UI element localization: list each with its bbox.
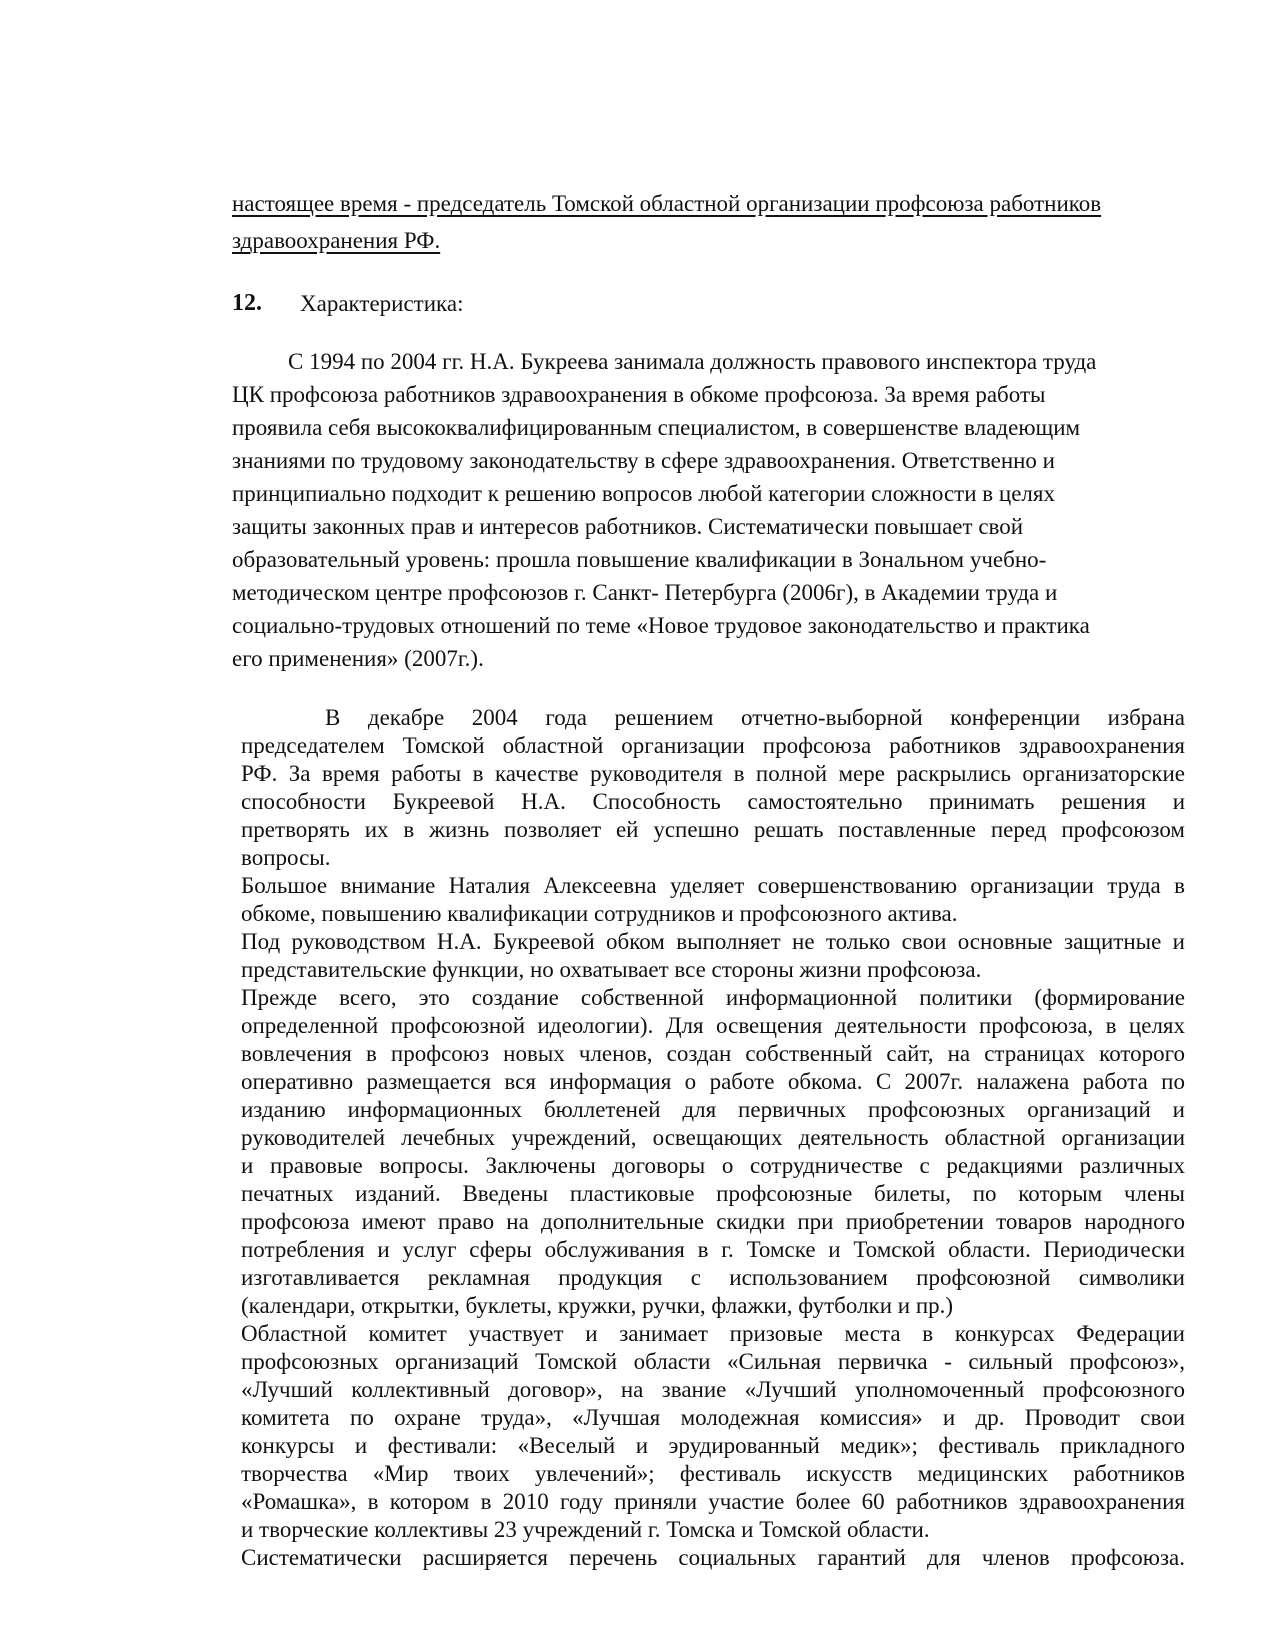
text-line: профсоюзных организаций Томской области «Сильная первичка - сильный профсоюз», [241,1349,1185,1374]
section-title: Характеристика: [300,291,464,316]
text-line: обкоме, повышению квалификации сотрудников и профсоюзного актива. [241,901,958,926]
text-line: профсоюза имеют право на дополнительные скидки при приобретении товаров народного [241,1209,1185,1234]
text-line: председателем Томской областной организации профсоюза работников здравоохранения [241,733,1185,758]
text-line: потребления и услуг сферы обслуживания в г. Томске и Томской области. Периодически [241,1237,1185,1262]
text-line: (календари, открытки, буклеты, кружки, ручки, флажки, футболки и пр.) [241,1293,954,1318]
text-line: социально-трудовых отношений по теме «Новое трудовое законодательство и практика [232,613,1090,638]
text-line: «Ромашка», в котором в 2010 году приняли участие более 60 работников здравоохранения [241,1489,1185,1514]
text-line: образовательный уровень: прошла повышение квалификации в Зональном учебно- [232,547,1047,572]
text-line: РФ. За время работы в качестве руководителя в полной мере раскрылись организаторские [241,761,1185,786]
text-line: определенной профсоюзной идеологии). Для освещения деятельности профсоюза, в целях [241,1013,1185,1038]
text-line: проявила себя высококвалифицированным специалистом, в совершенстве владеющим [232,415,1081,440]
text-line: конкурсы и фестивали: «Веселый и эрудированный медик»; фестиваль прикладного [241,1433,1185,1458]
text-line: методическом центре профсоюзов г. Санкт- Петербурга (2006г), в Академии труда и [232,580,1058,605]
text-line: вовлечения в профсоюз новых членов, создан собственный сайт, на страницах которого [241,1041,1185,1066]
text-line: и творческие коллективы 23 учреждений г. Томска и Томской области. [241,1517,930,1542]
text-line: «Лучший коллективный договор», на звание «Лучший уполномоченный профсоюзного [241,1377,1185,1402]
text-line: творчества «Мир твоих увлечений»; фестиваль искусств медицинских работников [241,1461,1185,1486]
text-line: претворять их в жизнь позволяет ей успешно решать поставленные перед профсоюзом [241,817,1185,842]
text-line: руководителей лечебных учреждений, освещающих деятельность областной организации [241,1125,1185,1150]
text-line: Под руководством Н.А. Букреевой обком выполняет не только свои основные защитные и [241,929,1185,954]
text-line: знаниями по трудовому законодательству в сфере здравоохранения. Ответственно и [232,448,1055,473]
text-line: представительские функции, но охватывает все стороны жизни профсоюза. [241,957,982,982]
text-line: Большое внимание Наталия Алексеевна уделяет совершенствованию организации труда в [241,873,1185,898]
text-line: и правовые вопросы. Заключены договоры о сотрудничестве с редакциями различных [241,1153,1185,1178]
text-line: ЦК профсоюза работников здравоохранения в обкоме профсоюза. За время работы [232,382,1046,407]
text-line: Областной комитет участвует и занимает призовые места в конкурсах Федерации [241,1321,1185,1346]
text-line: Систематически расширяется перечень социальных гарантий для членов профсоюза. [241,1545,1185,1570]
header-line: настоящее время - председатель Томской областной организации профсоюза работников [232,191,1102,216]
header-line: здравоохранения РФ. [232,228,441,253]
text-line: оперативно размещается вся информация о работе обкома. С 2007г. налажена работа по [241,1069,1185,1094]
text-line: изготавливается рекламная продукция с использованием профсоюзной символики [241,1265,1185,1290]
text-line: защиты законных прав и интересов работников. Систематически повышает свой [232,514,1024,539]
text-line: В декабре 2004 года решением отчетно-выборной конференции избрана [325,705,1185,730]
text-line: вопросы. [241,845,331,870]
text-line: изданию информационных бюллетеней для первичных профсоюзных организаций и [241,1097,1185,1122]
text-line: его применения» (2007г.). [232,646,484,671]
text-line: С 1994 по 2004 гг. Н.А. Букреева занимала должность правового инспектора труда [288,349,1097,374]
text-line: способности Букреевой Н.А. Способность самостоятельно принимать решения и [241,789,1185,814]
text-line: Прежде всего, это создание собственной информационной политики (формирование [241,985,1185,1010]
text-line: печатных изданий. Введены пластиковые профсоюзные билеты, по которым члены [241,1181,1185,1206]
section-number: 12. [232,290,262,316]
text-line: комитета по охране труда», «Лучшая молодежная комиссия» и др. Проводит свои [241,1405,1185,1430]
text-line: принципиально подходит к решению вопросов любой категории сложности в целях [232,481,1055,506]
